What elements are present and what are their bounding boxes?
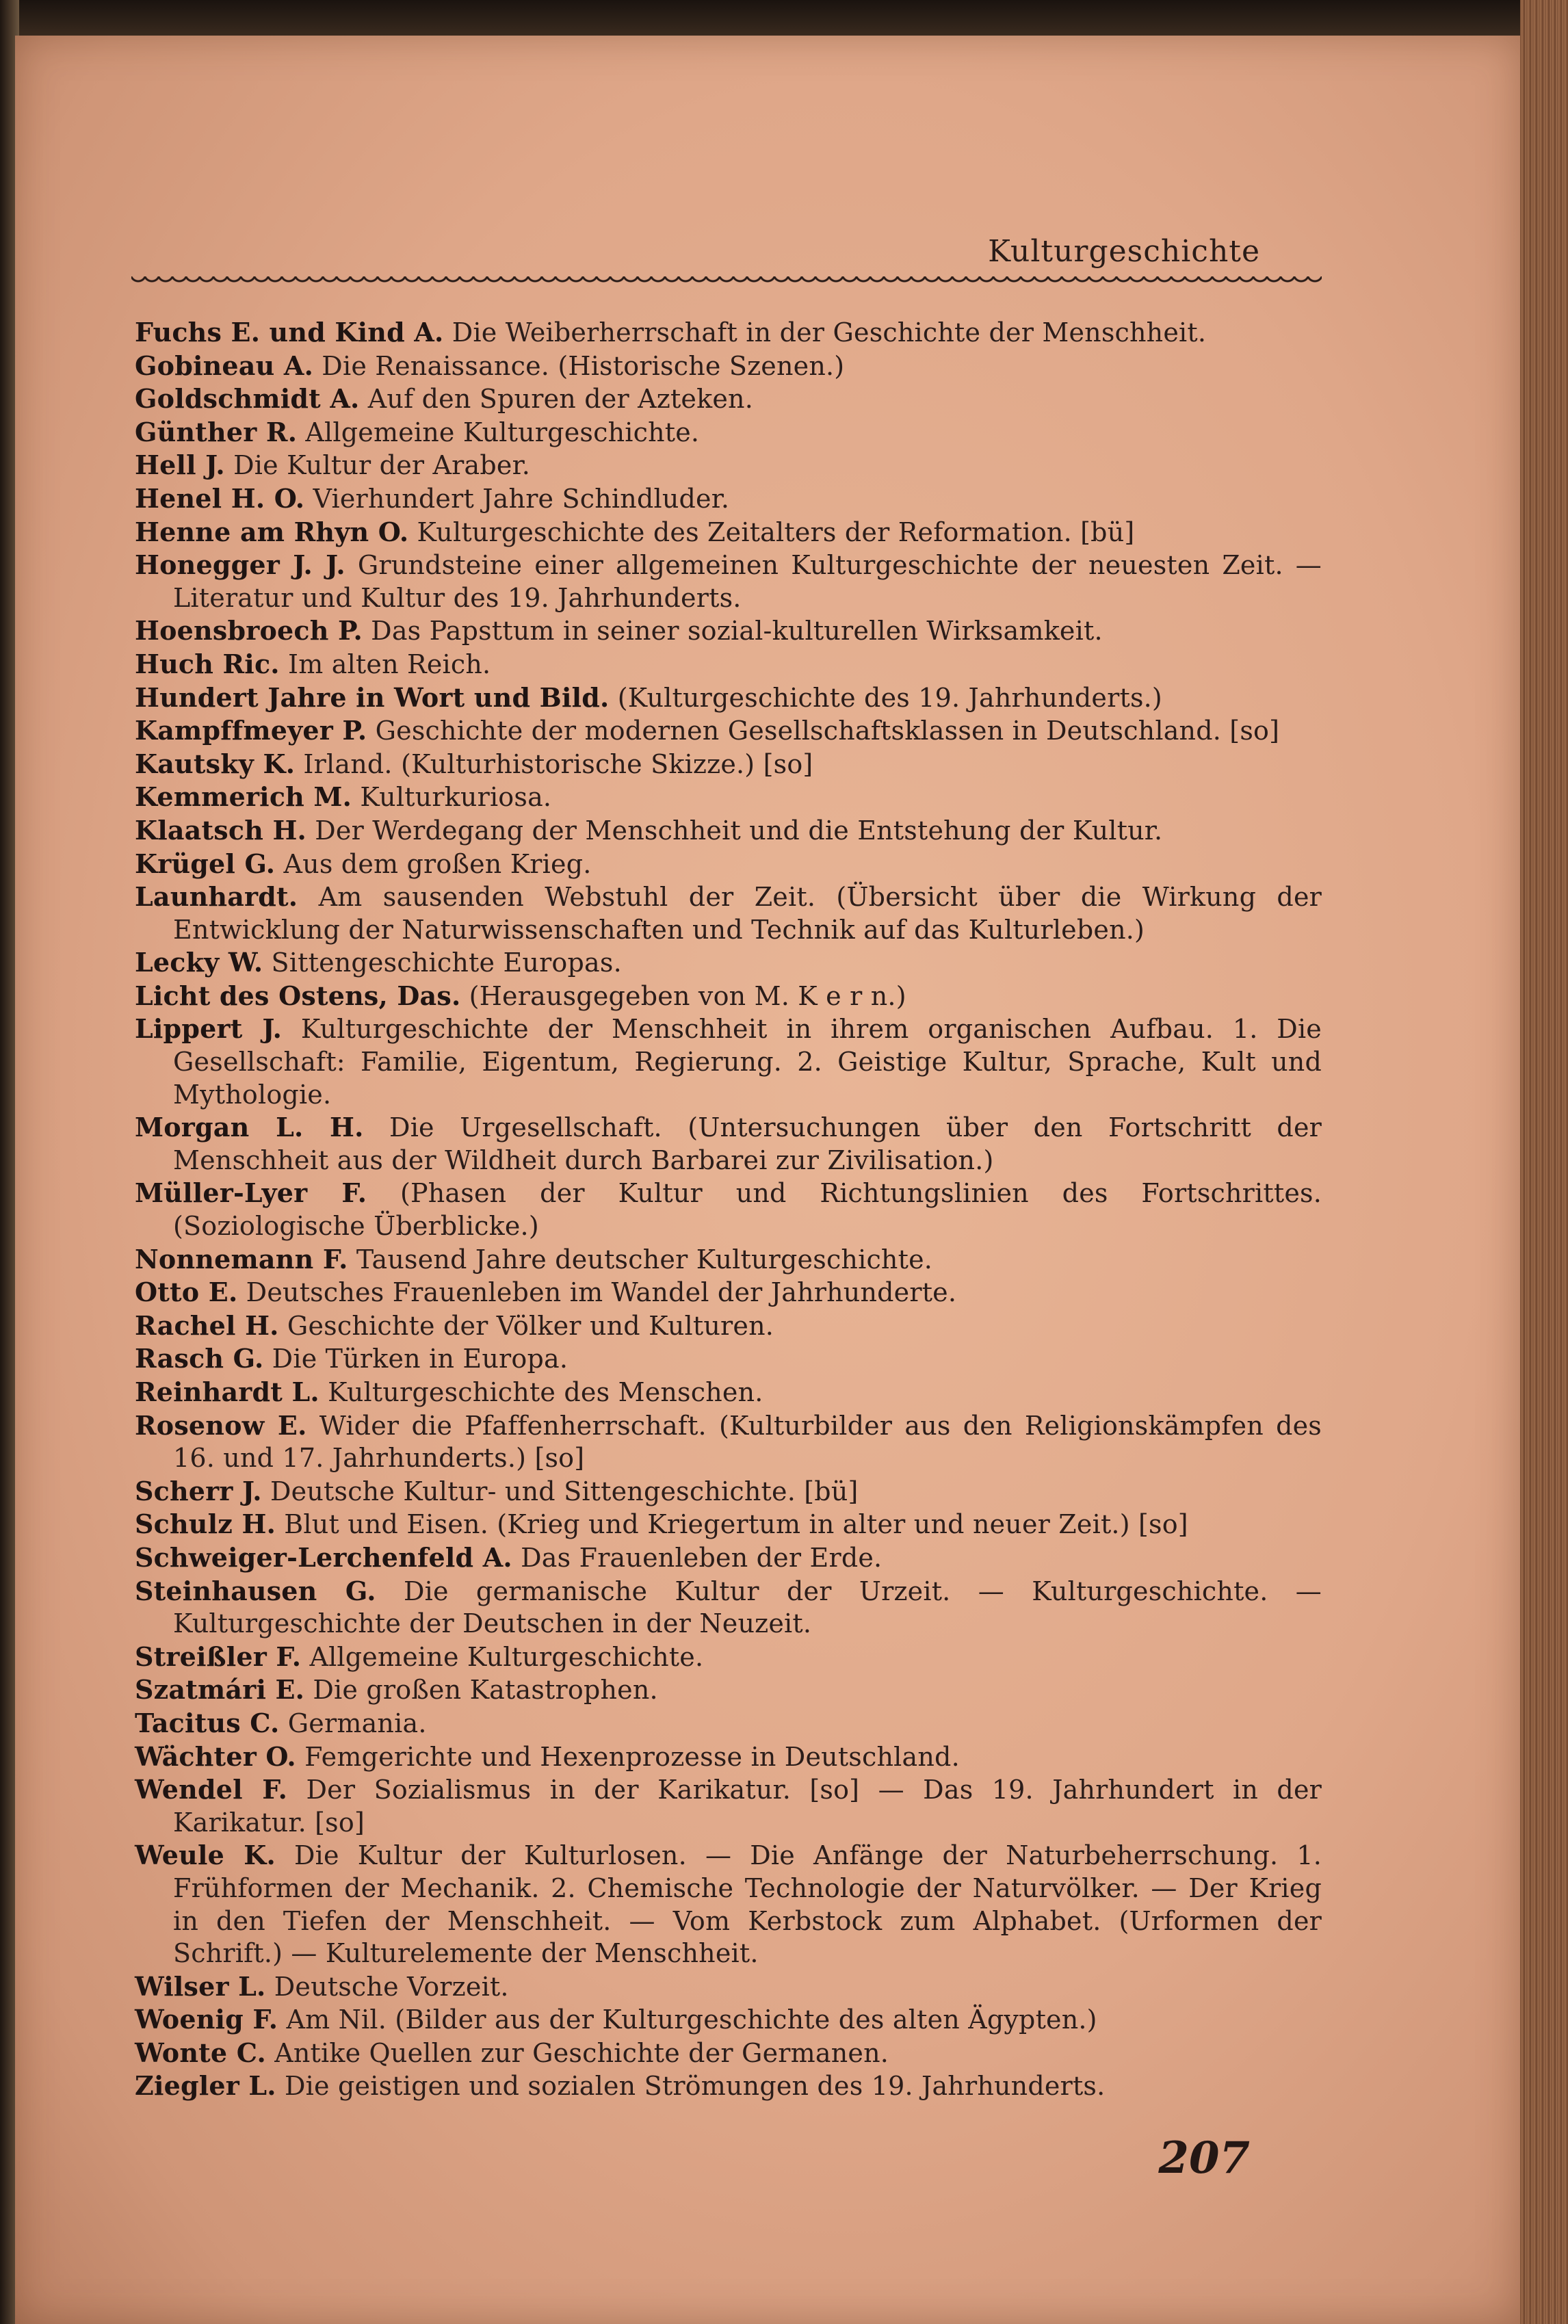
entry-title: Die Renaissance. (Historische Szenen.) (322, 350, 845, 381)
bibliography-entry (135, 1309, 1322, 1343)
bibliography-entry (135, 1276, 1322, 1309)
entry-title: Allgemeine Kulturgeschichte. (309, 1641, 704, 1672)
entry-title: Allgemeine Kulturgeschichte. (305, 417, 700, 447)
bibliography-entry (135, 549, 1322, 614)
bibliography-entry (135, 1541, 1322, 1575)
entry-author: Goldschmidt A. (135, 383, 360, 415)
entry-title: Am sausenden Webstuhl der Zeit. (Übersicht über die Wirkung der Entwicklung der Naturwissenschaften und Technik auf das Kulturleben.) (173, 882, 1322, 945)
bibliography-entry (135, 350, 1322, 383)
bibliography-entry (135, 814, 1322, 848)
bibliography-entry (135, 980, 1322, 1013)
bibliography-entry (135, 781, 1322, 814)
bibliography-entry (135, 1641, 1322, 1674)
entry-author: Ziegler L. (135, 2070, 276, 2102)
entry-author: Schweiger-Lerchenfeld A. (135, 1541, 512, 1573)
bibliography-entry (135, 1970, 1322, 2004)
entry-title: Antike Quellen zur Geschichte der Germanen. (274, 2037, 889, 2068)
entry-author: Müller-Lyer F. (135, 1177, 367, 1209)
bibliography-entry (135, 1707, 1322, 1740)
entry-title: Die Urgesellschaft. (Untersuchungen über den Fortschritt der Menschheit aus der Wildheit durch Barbarei zur Zivilisation.) (173, 1112, 1322, 1175)
entry-title: (Kulturgeschichte des 19. Jahrhunderts.) (617, 682, 1162, 713)
bibliography-entry (135, 1342, 1322, 1376)
bibliography-entry (135, 1508, 1322, 1541)
entry-title: Wider die Pfaffenherrschaft. (Kulturbilder aus den Religionskämpfen des 16. und 17. Jahrhunderts.) [so] (173, 1410, 1322, 1474)
entry-title: (Herausgegeben von M. K e r n.) (469, 980, 906, 1011)
bibliography-entry (135, 416, 1322, 449)
entry-title: Geschichte der Völker und Kulturen. (287, 1310, 774, 1341)
bibliography-entry (135, 1111, 1322, 1177)
entry-author: Hoensbroech P. (135, 615, 363, 647)
entry-author: Honegger J. J. (135, 549, 345, 581)
entry-author: Lippert J. (135, 1013, 283, 1045)
bibliography-entry (135, 1409, 1322, 1475)
entry-author: Huch Ric. (135, 648, 280, 679)
entry-title: Kulturgeschichte des Menschen. (328, 1377, 763, 1407)
entry-author: Scherr J. (135, 1475, 262, 1506)
bibliography-entry (135, 1740, 1322, 1774)
entry-title: Die großen Katastrophen. (313, 1675, 658, 1706)
entry-title: Deutsches Frauenleben im Wandel der Jahrhunderte. (246, 1277, 957, 1308)
entry-title: Aus dem großen Krieg. (283, 848, 592, 879)
entry-author: Gobineau A. (135, 350, 314, 381)
entry-author: Wächter O. (135, 1740, 296, 1772)
running-head: Kulturgeschichte (988, 234, 1260, 269)
entry-author: Fuchs E. und Kind A. (135, 317, 444, 348)
entry-title: Vierhundert Jahre Schindluder. (313, 483, 730, 514)
entry-title: Der Werdegang der Menschheit und die Entstehung der Kultur. (315, 815, 1163, 846)
entry-author: Woenig F. (135, 2004, 278, 2035)
entry-title: Das Papsttum in seiner sozial-kulturellen Wirksamkeit. (371, 616, 1103, 647)
entry-title: Irland. (Kulturhistorische Skizze.) [so] (303, 748, 813, 779)
bibliography-entry (135, 1839, 1322, 1970)
bibliography-list (135, 316, 1322, 2103)
entry-author: Rosenow E. (135, 1409, 307, 1441)
entry-author: Rasch G. (135, 1343, 264, 1374)
bibliography-entry (135, 482, 1322, 516)
entry-title: Im alten Reich. (288, 649, 491, 679)
entry-author: Streißler F. (135, 1641, 302, 1672)
entry-author: Steinhausen G. (135, 1575, 376, 1606)
entry-author: Günther R. (135, 416, 298, 447)
entry-author: Schulz H. (135, 1509, 276, 1540)
entry-author: Morgan L. H. (135, 1112, 364, 1143)
entry-title: Die germanische Kultur der Urzeit. — Kulturgeschichte. — Kulturgeschichte der Deutschen in der Neuzeit. (173, 1576, 1322, 1639)
bibliography-entry (135, 316, 1322, 350)
bibliography-entry (135, 449, 1322, 482)
bibliography-entry (135, 516, 1322, 549)
entry-title: Sittengeschichte Europas. (271, 948, 622, 978)
entry-title: Auf den Spuren der Azteken. (367, 384, 753, 415)
entry-author: Kemmerich M. (135, 781, 352, 813)
bibliography-entry (135, 748, 1322, 781)
entry-title: Geschichte der modernen Gesellschaftsklassen in Deutschland. [so] (375, 716, 1280, 746)
bibliography-entry (135, 648, 1322, 681)
entry-author: Krügel G. (135, 848, 276, 879)
bibliography-entry (135, 2037, 1322, 2070)
entry-author: Wonte C. (135, 2037, 266, 2068)
bibliography-entry (135, 946, 1322, 980)
entry-author: Kampffmeyer P. (135, 715, 367, 746)
bibliography-entry (135, 1013, 1322, 1111)
entry-title: Kulturgeschichte der Menschheit in ihrem organischen Aufbau. 1. Die Gesellschaft: Familie, Eigentum, Regierung. 2. Geistige Kultur, Sprache, Kult und Mythologie. (173, 1014, 1322, 1110)
entry-title: Die Weiberherrschaft in der Geschichte der Menschheit. (452, 317, 1207, 348)
entry-author: Wilser L. (135, 1970, 266, 2002)
entry-author: Hell J. (135, 449, 225, 481)
bibliography-entry (135, 1177, 1322, 1242)
entry-title: Deutsche Kultur- und Sittengeschichte. [bü] (270, 1476, 859, 1506)
entry-title: Tausend Jahre deutscher Kulturgeschichte. (356, 1244, 933, 1275)
bibliography-entry (135, 2070, 1322, 2103)
entry-author: Reinhardt L. (135, 1376, 319, 1407)
entry-author: Otto E. (135, 1277, 238, 1308)
entry-title: Die Kultur der Kulturlosen. — Die Anfänge der Naturbeherrschung. 1. Frühformen der Mechanik. 2. Chemische Technologie der Naturvölker. — Der Krieg in den Tiefen der Menschheit. — Vom Kerbstock zum Alphabet. (Urformen der Schrift.) — Kulturelemente der Menschheit. (173, 1840, 1322, 1969)
entry-title: Das Frauenleben der Erde. (521, 1542, 883, 1573)
bibliography-entry (135, 714, 1322, 748)
entry-author: Licht des Ostens, Das. (135, 980, 461, 1011)
entry-title: Der Sozialismus in der Karikatur. [so] — Das 19. Jahrhundert in der Karikatur. [so] (173, 1775, 1322, 1838)
entry-author: Henel H. O. (135, 482, 305, 514)
entry-title: Die Kultur der Araber. (233, 450, 531, 481)
bibliography-entry (135, 1673, 1322, 1707)
entry-title: Die geistigen und sozialen Strömungen des 19. Jahrhunderts. (285, 2071, 1106, 2102)
entry-author: Tacitus C. (135, 1707, 280, 1738)
entry-title: Kulturgeschichte des Zeitalters der Reformation. [bü] (417, 517, 1135, 547)
entry-author: Henne am Rhyn O. (135, 516, 409, 547)
bibliography-entry (135, 848, 1322, 881)
entry-title: (Phasen der Kultur und Richtungslinien des Fortschrittes. (Soziologische Überblicke.) (173, 1178, 1322, 1242)
entry-title: Deutsche Vorzeit. (274, 1971, 509, 2002)
entry-title: Am Nil. (Bilder aus der Kulturgeschichte des alten Ägypten.) (286, 2005, 1097, 2035)
bibliography-entry (135, 1376, 1322, 1409)
bibliography-entry (135, 382, 1322, 416)
entry-title: Germania. (287, 1708, 427, 1738)
entry-author: Klaatsch H. (135, 814, 306, 846)
entry-author: Lecky W. (135, 947, 263, 978)
bibliography-entry (135, 880, 1322, 946)
bibliography-entry (135, 1243, 1322, 1277)
book-page (15, 36, 1520, 2324)
page-number: 207 (1158, 2132, 1250, 2184)
entry-author: Launhardt. (135, 881, 298, 913)
bibliography-entry (135, 1575, 1322, 1641)
entry-title: Kulturkuriosa. (360, 782, 552, 813)
entry-title: Grundsteine einer allgemeinen Kulturgeschichte der neuesten Zeit. — Literatur und Kultur des 19. Jahrhunderts. (173, 550, 1322, 613)
bibliography-entry (135, 2003, 1322, 2037)
bibliography-entry (135, 681, 1322, 715)
entry-author: Kautsky K. (135, 748, 296, 779)
entry-title: Femgerichte und Hexenprozesse in Deutschland. (304, 1741, 960, 1772)
entry-title: Die Türken in Europa. (272, 1344, 569, 1374)
wavy-rule (131, 276, 1322, 286)
entry-author: Hundert Jahre in Wort und Bild. (135, 681, 610, 713)
entry-author: Nonnemann F. (135, 1243, 348, 1275)
bibliography-entry (135, 1773, 1322, 1839)
entry-author: Szatmári E. (135, 1674, 305, 1706)
book-page-edges (1520, 0, 1568, 2324)
bibliography-entry (135, 614, 1322, 648)
bibliography-entry (135, 1475, 1322, 1509)
entry-title: Blut und Eisen. (Krieg und Kriegertum in alter und neuer Zeit.) [so] (284, 1509, 1188, 1540)
entry-author: Weule K. (135, 1840, 276, 1871)
entry-author: Wendel F. (135, 1774, 288, 1805)
book-top-edge (0, 0, 1568, 41)
entry-author: Rachel H. (135, 1309, 279, 1341)
